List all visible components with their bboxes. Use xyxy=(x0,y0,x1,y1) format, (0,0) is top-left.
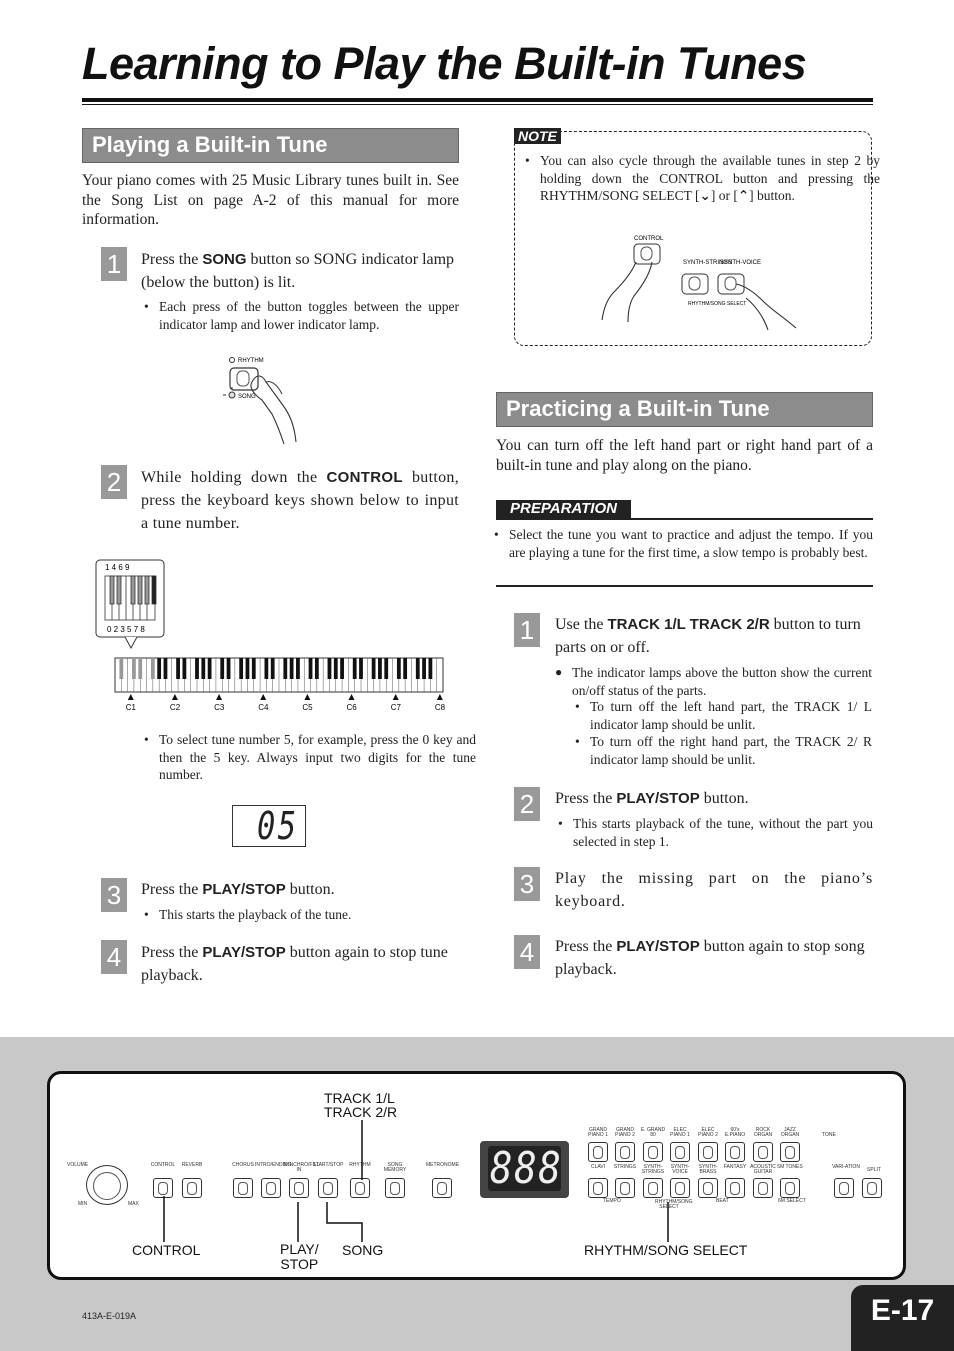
black-key xyxy=(157,658,161,679)
prep-rule-bottom xyxy=(496,585,873,587)
volume-max: MAX xyxy=(128,1201,139,1207)
black-key xyxy=(403,658,407,679)
octave-marker xyxy=(393,694,399,700)
practice-step-1-b1: • To turn off the left hand part, the TRACK 1/ L indicator lamp should be unlit. xyxy=(573,698,872,733)
black-key xyxy=(176,658,180,679)
practice-step-2-note: • This starts playback of the tune, without the part you selected in step 1. xyxy=(556,815,873,850)
note-tag: NOTE xyxy=(514,128,561,144)
tone-label-top: 60's E.PIANO xyxy=(724,1127,746,1138)
practice-step-1-dot: ● The indicator lamps above the button show the current on/off status of the parts. xyxy=(555,664,872,699)
variation-label: VARI-ATION xyxy=(832,1164,860,1170)
tone-label-bottom: FANTASY xyxy=(723,1164,747,1170)
black-key xyxy=(290,658,294,679)
document-code: 413A-E-019A xyxy=(82,1311,137,1321)
black-key xyxy=(201,658,205,679)
svg-text:SYNTH-VOICE: SYNTH-VOICE xyxy=(720,260,762,266)
black-key xyxy=(227,658,231,679)
volume-min: MIN xyxy=(78,1201,88,1207)
black-key xyxy=(252,658,256,679)
up-arrow-icon: ⌃ xyxy=(737,188,750,204)
practice-step-1-text: Use the TRACK 1/L TRACK 2/R button to turn parts on or off. xyxy=(555,616,861,656)
intro-paragraph: Your piano comes with 25 Music Library tunes built in. See the Song List on page A-2 of this manual for more information. xyxy=(82,172,459,228)
black-key xyxy=(246,658,250,679)
volume-label: VOLUME xyxy=(67,1162,89,1168)
step-2-note: • To select tune number 5, for example, press the 0 key and then the 5 key. Always input two digits for the tune number. xyxy=(142,731,476,784)
black-key xyxy=(239,658,243,679)
svg-text:SYNTH-STRINGS: SYNTH-STRINGS xyxy=(683,260,733,266)
svg-text:CONTROL: CONTROL xyxy=(634,236,664,242)
black-key xyxy=(334,658,338,679)
panel-button-label: START/STOP xyxy=(312,1162,344,1168)
panel-button-label: SONG MEMORY xyxy=(383,1162,407,1173)
tone-label-bottom: ACOUSTIC GUITAR xyxy=(750,1164,776,1175)
practice-step-4-text: Press the PLAY/STOP button again to stop song playback. xyxy=(555,938,865,978)
tone-label-bottom: 5M TONES xyxy=(777,1164,803,1170)
tone-label-top: ELEC PIANO 1 xyxy=(670,1127,690,1138)
preparation-text: • Select the tune you want to practice and adjust the tempo. If you are playing a tune for the first time, a slow tempo is probably best. xyxy=(492,526,873,561)
black-key xyxy=(220,658,224,679)
tone-label-top: E. GRAND 80 xyxy=(640,1127,666,1138)
panel-button-label: INTRO/ENDING xyxy=(255,1162,292,1168)
octave-marker xyxy=(437,694,443,700)
prep-rule-top xyxy=(496,518,873,520)
top-digits: 1 4 6 9 xyxy=(105,563,130,572)
black-key xyxy=(416,658,420,679)
panel-button-label: CONTROL xyxy=(150,1162,176,1168)
callout-control: CONTROL xyxy=(132,1242,201,1258)
page-number-tab: E-17 xyxy=(851,1285,954,1351)
title-rule-thin xyxy=(82,104,873,105)
octave-marker xyxy=(128,694,134,700)
black-key xyxy=(164,658,168,679)
page-title: Learning to Play the Built-in Tunes xyxy=(82,38,807,89)
black-key xyxy=(132,658,136,679)
tone-label-bottom: SYNTH-BRASS xyxy=(698,1164,718,1175)
song-label: SONG xyxy=(238,394,256,400)
tone-label-bottom: SYNTH-STRINGS xyxy=(641,1164,665,1175)
black-key xyxy=(138,658,142,679)
black-key xyxy=(283,658,287,679)
tone-label-top: JAZZ ORGAN xyxy=(780,1127,800,1138)
rhythm-song-select-label: RHYTHM/SONG SELECT xyxy=(655,1199,693,1210)
split-label: SPLIT xyxy=(867,1167,881,1173)
step-number: 4 xyxy=(101,940,127,974)
black-key xyxy=(296,658,300,679)
section-heading-practicing: Practicing a Built-in Tune xyxy=(496,392,873,427)
black-key xyxy=(271,658,275,679)
black-key xyxy=(422,658,426,679)
black-key xyxy=(428,658,432,679)
step-number: 1 xyxy=(514,613,540,647)
step-3-text: Press the PLAY/STOP button. xyxy=(141,881,335,898)
step-2-text: While holding down the CONTROL button, press the keyboard keys shown below to input a tune number. xyxy=(141,469,459,532)
callout-track: TRACK 1/L TRACK 2/R xyxy=(324,1090,398,1120)
octave-label: C2 xyxy=(169,703,181,712)
octave-label: C5 xyxy=(302,703,313,712)
panel-button-label: CHORUS xyxy=(232,1162,254,1168)
note-text: • You can also cycle through the available tunes in step 2 by holding down the CONTROL button and pressing the RHYTHM/SONG SELECT [⌄] or [⌃] button. xyxy=(523,152,880,206)
tone-label-top: GRAND PIANO 2 xyxy=(615,1127,635,1138)
octave-marker xyxy=(349,694,355,700)
octave-marker xyxy=(304,694,310,700)
panel-button-label: METRONOME xyxy=(426,1162,460,1168)
tone-label-top: GRAND PIANO 1 xyxy=(588,1127,608,1138)
practice-step-3-text: Play the missing part on the piano’s keyboard. xyxy=(555,870,873,910)
black-key xyxy=(208,658,212,679)
callout-rhythm-song-select: RHYTHM/SONG SELECT xyxy=(584,1242,748,1258)
octave-label: C6 xyxy=(346,703,357,712)
step-number: 2 xyxy=(101,465,127,499)
octave-label: C7 xyxy=(390,703,401,712)
octave-label: C8 xyxy=(434,703,446,712)
tone-label: TONE xyxy=(822,1132,836,1138)
black-key xyxy=(328,658,332,679)
black-key xyxy=(315,658,319,679)
octave-marker xyxy=(216,694,222,700)
black-key xyxy=(384,658,388,679)
title-rule xyxy=(82,98,873,102)
step-number: 3 xyxy=(514,867,540,901)
tone-label-top: ROCK ORGAN xyxy=(753,1127,773,1138)
step-4-text: Press the PLAY/STOP button again to stop tune playback. xyxy=(141,944,448,984)
black-key xyxy=(151,658,155,679)
step-number: 4 xyxy=(514,935,540,969)
tone-label-bottom: CLAVI xyxy=(590,1164,606,1170)
black-key xyxy=(378,658,382,679)
panel-display-digits: 888 xyxy=(490,1143,563,1194)
black-key xyxy=(119,658,123,679)
black-key xyxy=(353,658,357,679)
callout-song: SONG xyxy=(342,1242,384,1258)
panel-button-label: SYNCHRO/FILL-IN xyxy=(283,1162,322,1173)
practicing-intro: You can turn off the left hand part or right hand part of a built-in tune and play along on the piano. xyxy=(496,437,873,474)
sm-select-label: 6M SELECT xyxy=(778,1198,806,1204)
black-key xyxy=(182,658,186,679)
black-key xyxy=(397,658,401,679)
step-number: 1 xyxy=(101,247,127,281)
octave-label: C4 xyxy=(258,703,269,712)
panel-button-label: REVERB xyxy=(181,1162,203,1168)
section-heading-playing: Playing a Built-in Tune xyxy=(82,128,459,163)
black-key xyxy=(264,658,268,679)
step-1-text: Press the SONG button so SONG indicator lamp (below the button) is lit. xyxy=(141,251,455,291)
down-arrow-icon: ⌄ xyxy=(699,188,711,204)
step-3-note: • This starts the playback of the tune. xyxy=(142,906,459,924)
octave-label: C3 xyxy=(214,703,225,712)
octave-label: C1 xyxy=(125,703,137,712)
tone-label-bottom: SYNTH-VOICE xyxy=(670,1164,690,1175)
rhythm-label: RHYTHM xyxy=(238,358,264,364)
callout-play-stop: PLAY/ STOP xyxy=(280,1241,319,1272)
song-button-illustration xyxy=(222,352,332,447)
step-number: 3 xyxy=(101,878,127,912)
step-1-note: • Each press of the button toggles between the upper indicator lamp and lower indicator lamp. xyxy=(142,298,459,333)
tone-label-bottom: STRINGS xyxy=(613,1164,637,1170)
step-number: 2 xyxy=(514,787,540,821)
svg-text:RHYTHM/SONG SELECT: RHYTHM/SONG SELECT xyxy=(688,301,747,307)
control-select-illustration xyxy=(596,232,806,332)
black-key xyxy=(340,658,344,679)
practice-step-2-text: Press the PLAY/STOP button. xyxy=(555,790,749,807)
beat-label: BEAT xyxy=(716,1198,729,1204)
bottom-digits: 0 2 3 5 7 8 xyxy=(107,625,145,634)
panel-button-label: RHYTHM xyxy=(349,1162,371,1168)
black-key xyxy=(359,658,363,679)
octave-marker xyxy=(260,694,266,700)
display-digits: 05 xyxy=(257,804,299,848)
practice-step-1-b2: • To turn off the right hand part, the TRACK 2/ R indicator lamp should be unlit. xyxy=(573,733,872,768)
tone-label-top: ELEC PIANO 2 xyxy=(698,1127,718,1138)
black-key xyxy=(309,658,313,679)
black-key xyxy=(195,658,199,679)
preparation-tag: PREPARATION xyxy=(496,500,631,518)
keyboard-illustration xyxy=(95,558,455,718)
black-key xyxy=(372,658,376,679)
tempo-label: TEMPO xyxy=(603,1198,621,1204)
tune-number-display xyxy=(232,805,306,847)
octave-marker xyxy=(172,694,178,700)
